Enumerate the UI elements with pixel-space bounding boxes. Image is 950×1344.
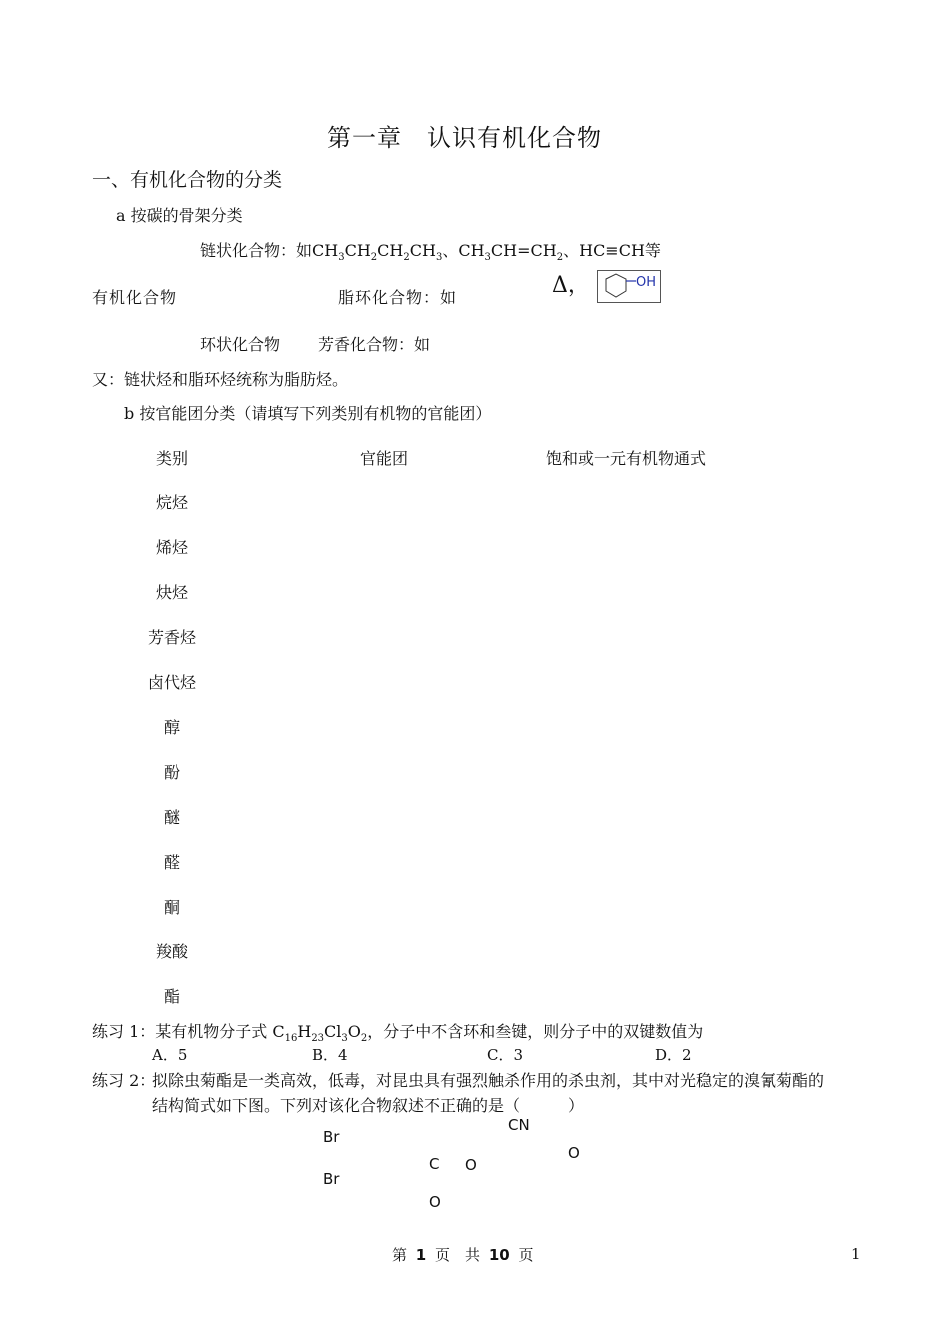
option-a: A．5 <box>152 1046 188 1064</box>
option-b: B．4 <box>312 1046 348 1064</box>
category-alcohol: 醇 <box>163 718 180 737</box>
cyclohexanol-structure <box>597 270 661 303</box>
current-page: 1 <box>415 1246 427 1264</box>
exercise-1-label: 练习 1： <box>92 1022 156 1041</box>
section-heading: 一、有机化合物的分类 <box>92 169 283 191</box>
cyclic-label: 环状化合物 <box>200 335 281 354</box>
corner-page-number: 1 <box>851 1245 861 1263</box>
alicyclic-label: 脂环化合物：如 <box>338 288 458 307</box>
header-category: 类别 <box>156 449 189 468</box>
group-cn: CN <box>508 1116 530 1134</box>
header-functional-group: 官能团 <box>360 449 409 468</box>
exercise-2-line1: 拟除虫菊酯是一类高效，低毒，对昆虫具有强烈触杀作用的杀虫剂，其中对光稳定的溴氰菊酯的 <box>152 1071 825 1090</box>
subsection-a: a 按碳的骨架分类 <box>116 206 243 225</box>
category-carboxylic-acid: 羧酸 <box>155 942 188 961</box>
category-phenol: 酚 <box>163 763 180 782</box>
total-pages: 10 <box>488 1246 510 1264</box>
category-alkyne: 炔烃 <box>155 583 188 602</box>
formula-propene: $CH_3CH=CH_2$ <box>458 241 564 263</box>
note-text: 又：链状烃和脂环烃统称为脂肪烃。 <box>92 370 349 389</box>
organic-compounds-label: 有机化合物 <box>92 288 178 307</box>
subsection-b: b 按官能团分类（请填写下列类别有机物的官能团） <box>124 404 492 423</box>
page-title: 第一章 认识有机化合物 <box>327 124 602 152</box>
atom-o-1: O <box>465 1156 477 1174</box>
chain-compounds-line: 链状化合物：如$CH_3CH_2CH_2CH_3$、$CH_3CH=CH_2$、HC≡CH等 <box>200 241 661 263</box>
category-alkene: 烯烃 <box>155 538 188 557</box>
header-general-formula: 饱和或一元有机物通式 <box>546 449 707 468</box>
exercise-2-line2: 结构简式如下图。下列对该化合物叙述不正确的是（ ） <box>152 1096 585 1115</box>
category-aromatic-hydrocarbon: 芳香烃 <box>147 628 196 647</box>
atom-o-2: O <box>568 1144 580 1162</box>
hexagon-ring-icon <box>598 271 660 302</box>
exercise-1: 练习 1：某有机物分子式 $C_{16}H_{23}Cl_3O_2$，分子中不含环和叁键，则分子中的双键数值为 <box>92 1022 704 1044</box>
delta-symbol: Δ， <box>552 273 590 298</box>
molecular-formula: $C_{16}H_{23}Cl_3O_2$ <box>272 1022 368 1044</box>
hydroxyl-label: OH <box>636 275 657 290</box>
formula-acetylene: HC≡CH <box>579 241 645 260</box>
exercise-2-label: 练习 2： <box>92 1071 156 1090</box>
category-alkane: 烷烃 <box>155 493 188 512</box>
category-halide: 卤代烃 <box>147 673 196 692</box>
atom-br-1: Br <box>323 1128 340 1146</box>
option-c: C．3 <box>487 1046 524 1064</box>
category-ester: 酯 <box>163 987 180 1006</box>
aromatic-label: 芳香化合物：如 <box>318 335 431 354</box>
formula-butane: $CH_3CH_2CH_2CH_3$ <box>312 241 443 263</box>
category-ether: 醚 <box>163 808 180 827</box>
category-ketone: 酮 <box>163 898 180 917</box>
chain-label: 链状化合物：如 <box>200 241 313 260</box>
atom-br-2: Br <box>323 1170 340 1188</box>
category-aldehyde: 醛 <box>163 853 180 872</box>
page-footer: 第 1 页 共 10 页 <box>392 1246 534 1264</box>
atom-o-3: O <box>429 1193 441 1211</box>
atom-c: C <box>429 1155 440 1173</box>
option-d: D．2 <box>655 1046 692 1064</box>
